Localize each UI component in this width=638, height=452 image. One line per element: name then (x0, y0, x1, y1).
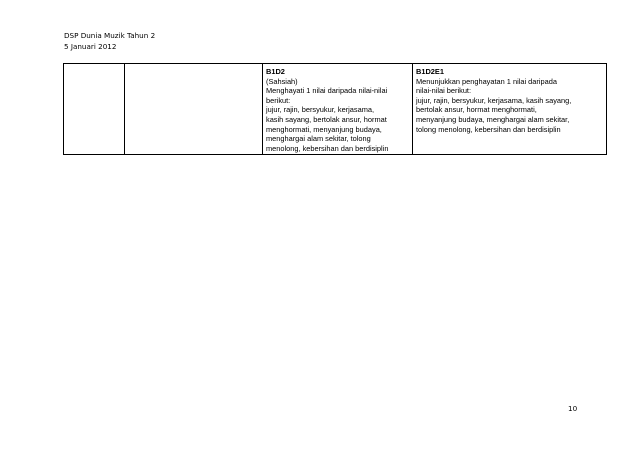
evidence-text-line: jujur, rajin, bersyukur, kerjasama, kasih sayang, (416, 95, 572, 105)
table-cell-evidence (413, 64, 607, 155)
table-cell-empty-2 (125, 64, 263, 155)
table-row (64, 64, 607, 155)
page-number: 10 (568, 404, 578, 413)
standard-text-line: Menghayati 1 nilai daripada nilai-nilai (266, 86, 388, 96)
standard-text-line: (Sahsiah) (266, 76, 298, 86)
evidence-text-line: tolong menolong, kebersihan dan berdisiplin (416, 124, 561, 134)
header-date: 5 Januari 2012 (64, 42, 117, 51)
evidence-code: B1D2E1 (416, 67, 444, 76)
document-header (64, 30, 155, 52)
standard-text-line: menolong, kebersihan dan berdisiplin (266, 143, 389, 153)
header-title: DSP Dunia Muzik Tahun 2 (64, 31, 156, 40)
standard-text-line: jujur, rajin, bersyukur, kerjasama, (266, 105, 375, 115)
table-cell-empty-1 (64, 64, 125, 155)
standards-table (63, 63, 607, 155)
standard-text-line: kasih sayang, bertolak ansur, hormat (266, 114, 387, 124)
table-cell-standard (263, 64, 413, 155)
evidence-text-line: menyanjung budaya, menghargai alam sekitar, (416, 114, 570, 124)
evidence-text-line: bertolak ansur, hormat menghormati, (416, 105, 537, 115)
evidence-text-line: Menunjukkan penghayatan 1 nilai daripada (416, 76, 557, 86)
standard-code: B1D2 (266, 67, 285, 76)
standard-text-line: menghormati, menyanjung budaya, (266, 124, 382, 134)
evidence-text-line: nilai-nilai berikut: (416, 86, 472, 96)
standard-text-line: menghargai alam sekitar, tolong (266, 134, 371, 144)
standard-text-line: berikut: (266, 95, 291, 105)
